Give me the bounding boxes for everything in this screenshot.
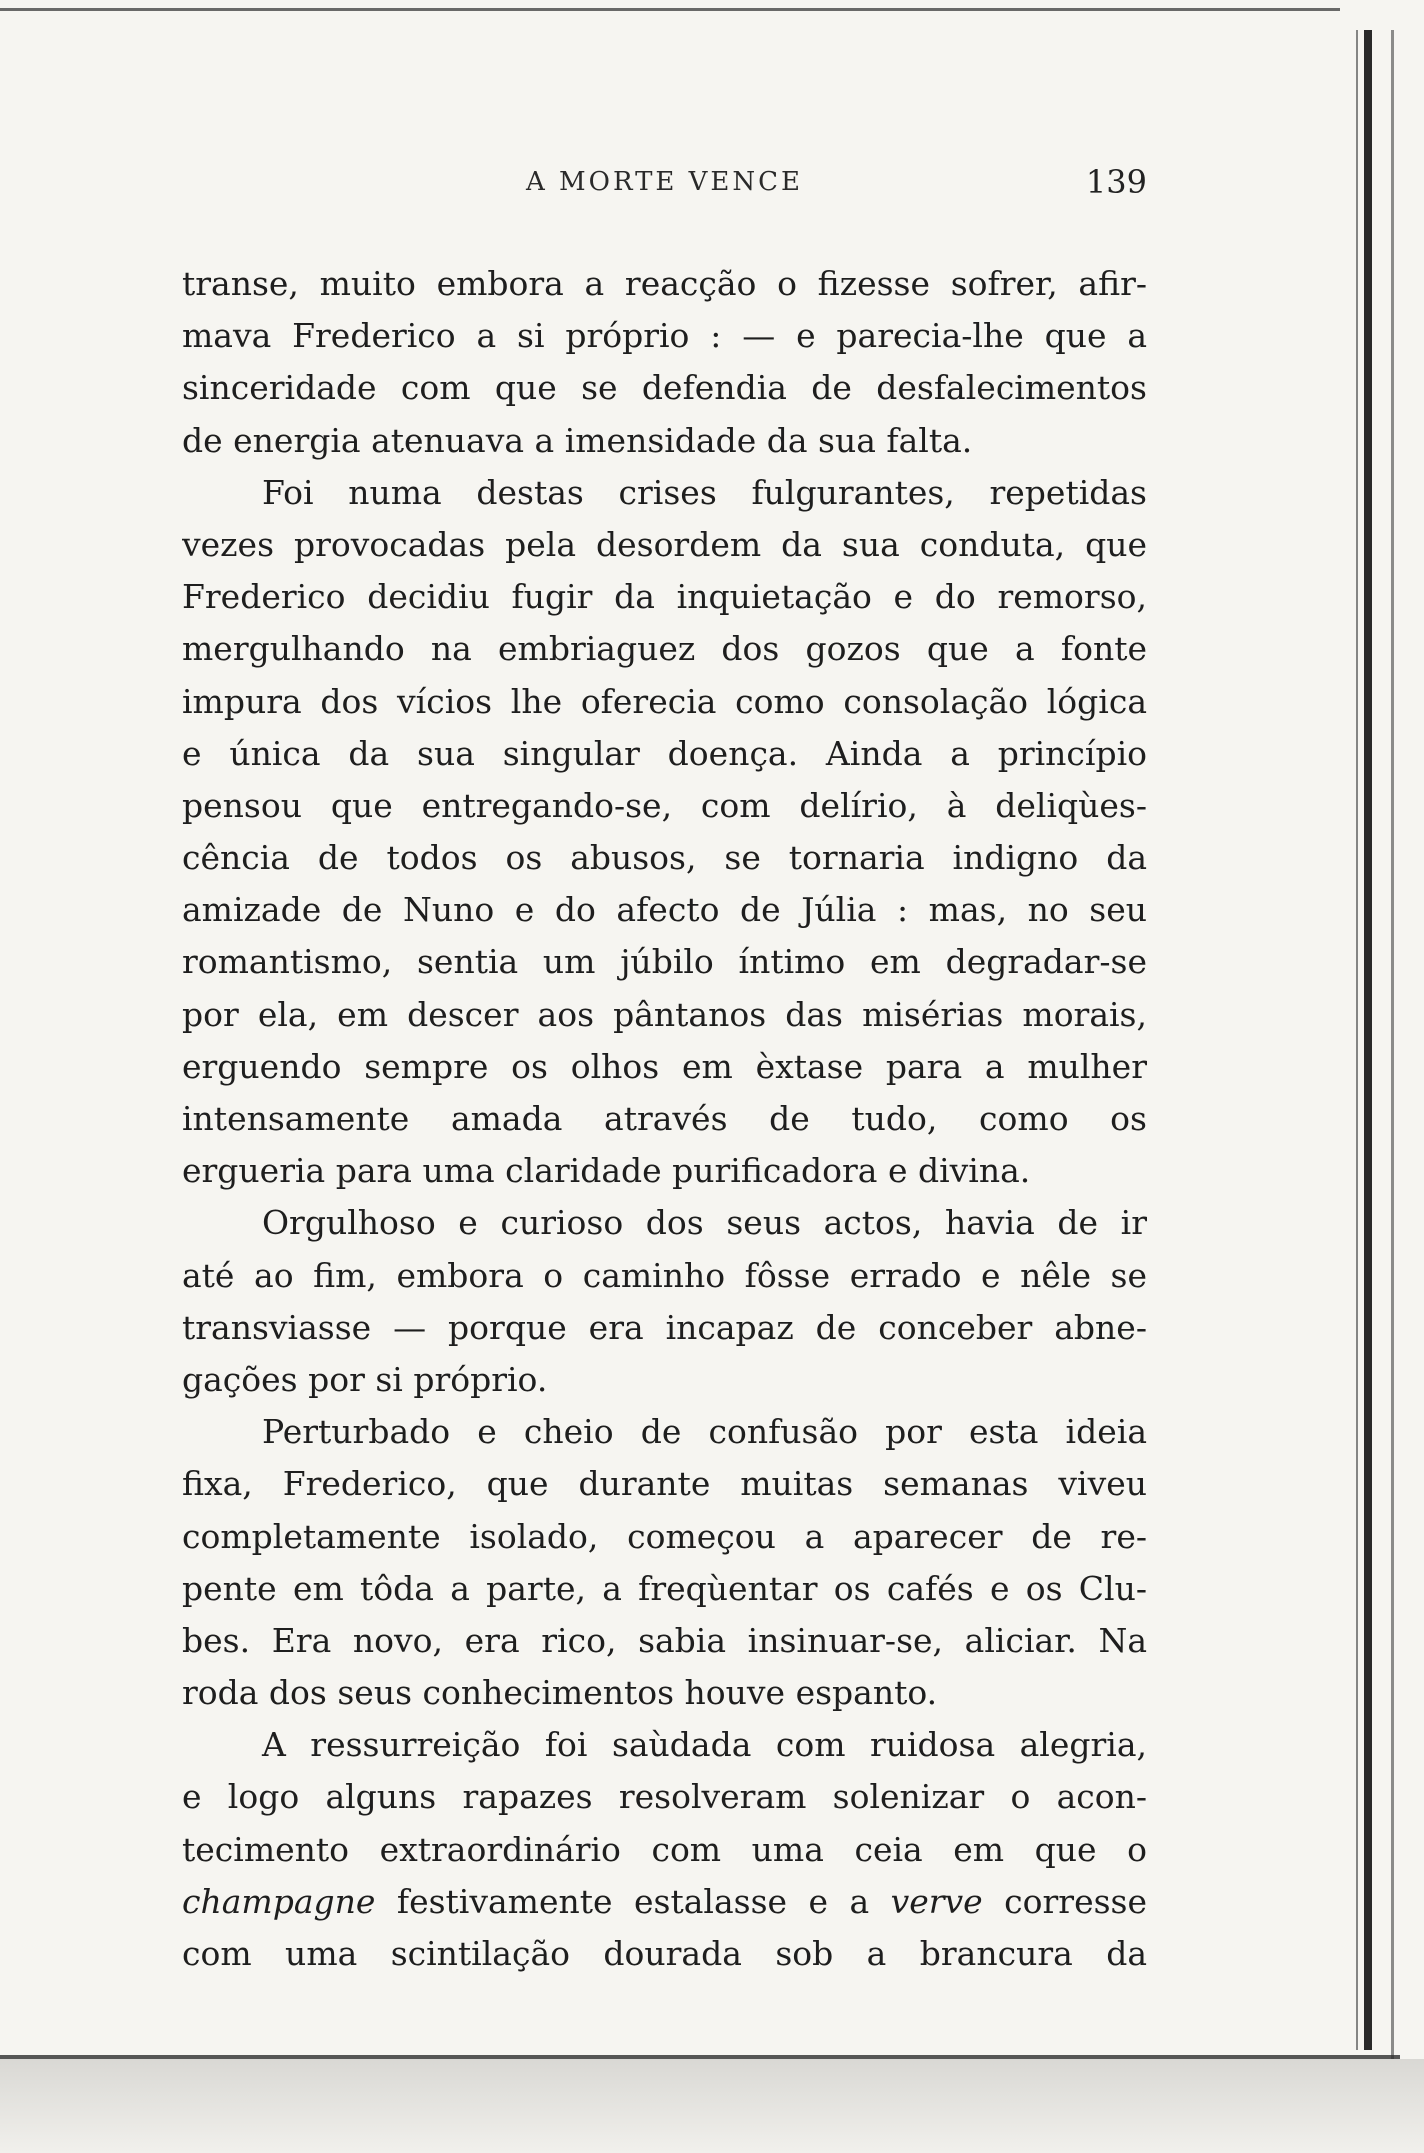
text-line: Frederico decidiu fugir da inquietação e do remorso, — [182, 577, 1147, 617]
text-segment: corresse — [982, 1881, 1147, 1921]
text-line: romantismo, sentia um júbilo íntimo em degradar-se — [182, 942, 1147, 982]
text-line: vezes provocadas pela desordem da sua conduta, que — [182, 524, 1147, 564]
scan-bottom-margin — [0, 2059, 1424, 2153]
text-segment: festivamente estalasse e a — [375, 1881, 891, 1921]
text-line: mergulhando na embriaguez dos gozos que a fonte — [182, 629, 1147, 669]
text-line: mava Frederico a si próprio : — e parecia-lhe que a — [182, 316, 1147, 356]
page-header — [182, 163, 1147, 213]
page-right-edge-outer — [1391, 30, 1394, 2070]
italic-word-verve: verve — [890, 1881, 983, 1921]
text-line: transe, muito embora a reacção o fizesse sofrer, afir- — [182, 264, 1147, 303]
italic-word-champagne: champagne — [182, 1881, 376, 1921]
text-line: e logo alguns rapazes resolveram solenizar o acon- — [182, 1777, 1147, 1817]
text-line: pensou que entregando-se, com delírio, à deliqùes- — [182, 785, 1147, 825]
text-line: cência de todos os abusos, se tornaria indigno da — [182, 838, 1147, 878]
text-line: amizade de Nuno e do afecto de Júlia : mas, no seu — [182, 890, 1147, 930]
text-line: gações por si próprio. — [182, 1359, 548, 1399]
page-right-edge-inner — [1356, 30, 1358, 2050]
body-text — [182, 258, 1147, 1980]
text-line: bes. Era novo, era rico, sabia insinuar-se, aliciar. Na — [182, 1620, 1147, 1660]
text-line: roda dos seus conhecimentos houve espanto. — [182, 1673, 938, 1713]
paragraph-start-line: Orgulhoso e curioso dos seus actos, havia de ir — [262, 1203, 1147, 1243]
text-line: impura dos vícios lhe oferecia como consolação lógica — [182, 681, 1147, 721]
running-title: A MORTE VENCE — [525, 167, 804, 197]
text-line: ergueria para uma claridade purificadora e divina. — [182, 1151, 1031, 1191]
paragraph-start-line: Perturbado e cheio de confusão por esta ideia — [262, 1412, 1147, 1452]
text-line: de energia atenuava a imensidade da sua falta. — [182, 420, 973, 460]
paragraph-start-line: Foi numa destas crises fulgurantes, repetidas — [262, 472, 1147, 512]
text-line: tecimento extraordinário com uma ceia em que o — [182, 1829, 1147, 1869]
text-line: pente em tôda a parte, a freqùentar os cafés e os Clu- — [182, 1568, 1147, 1608]
text-line: fixa, Frederico, que durante muitas semanas viveu — [182, 1464, 1147, 1504]
page-right-edge — [1364, 30, 1372, 2050]
text-line: por ela, em descer aos pântanos das misérias morais, — [182, 994, 1147, 1034]
paragraph-start-line: A ressurreição foi saùdada com ruidosa alegria, — [262, 1725, 1147, 1765]
text-line: sinceridade com que se defendia de desfalecimentos — [182, 368, 1147, 408]
text-line: intensamente amada através de tudo, como os — [182, 1099, 1147, 1138]
text-line: até ao fim, embora o caminho fôsse errado e nêle se — [182, 1255, 1147, 1295]
text-line-with-italics — [182, 1876, 1147, 1928]
text-line: erguendo sempre os olhos em èxtase para a mulher — [182, 1046, 1147, 1086]
text-line: com uma scintilação dourada sob a brancura da — [182, 1934, 1147, 1973]
top-edge-line — [0, 8, 1340, 11]
text-line: e única da sua singular doença. Ainda a princípio — [182, 733, 1147, 773]
text-line: completamente isolado, começou a aparecer de re- — [182, 1516, 1147, 1556]
text-line: transviasse — porque era incapaz de conceber abne- — [182, 1307, 1147, 1347]
page-number: 139 — [1085, 163, 1147, 201]
